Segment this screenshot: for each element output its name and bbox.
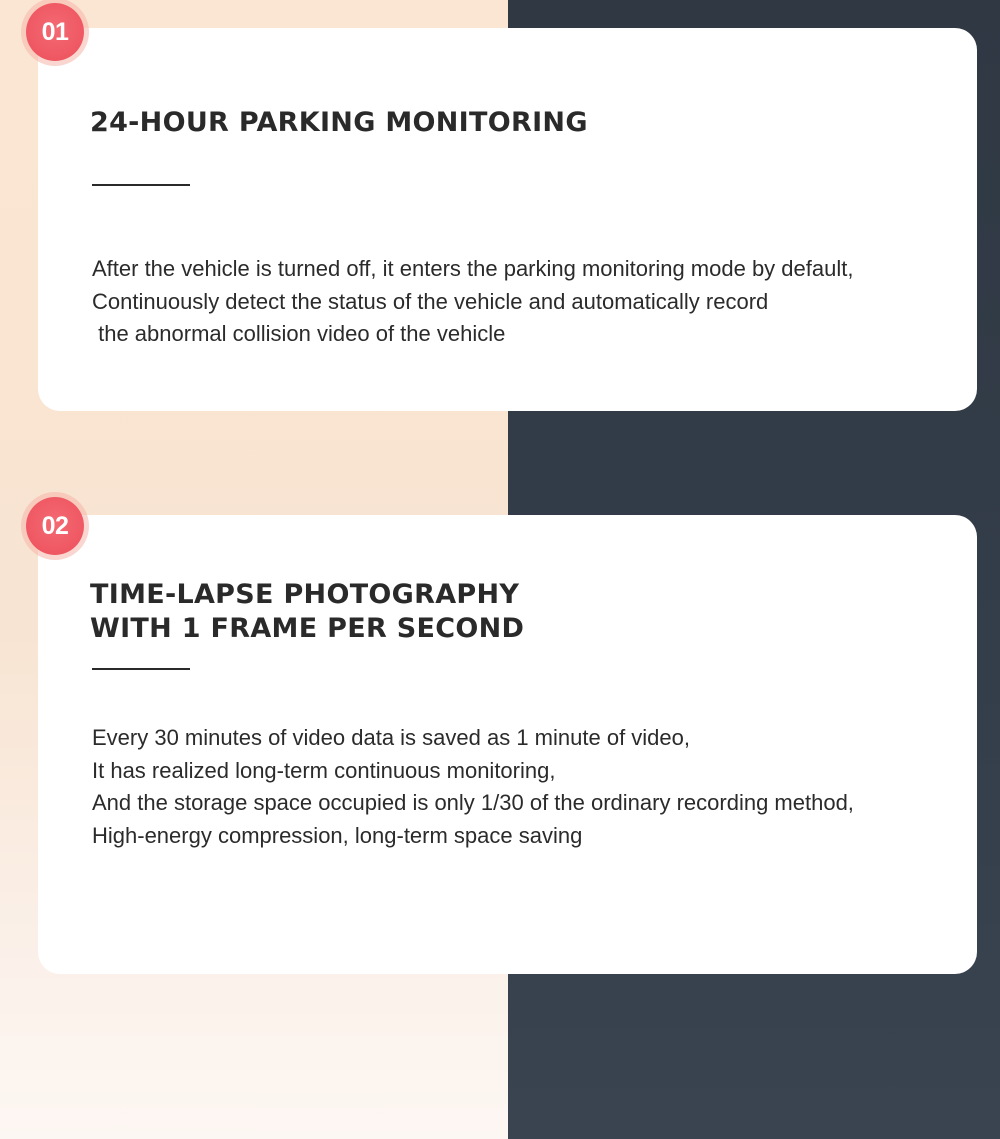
section-number-badge: 01 — [26, 3, 84, 61]
feature-title — [90, 578, 524, 646]
feature-title-line: 24-HOUR PARKING MONITORING — [90, 107, 588, 138]
feature-card-parking-monitoring — [38, 28, 977, 411]
feature-title — [90, 106, 588, 140]
feature-title-line: TIME-LAPSE PHOTOGRAPHY — [90, 579, 520, 610]
description-line: After the vehicle is turned off, it enters the parking monitoring mode by default, — [92, 256, 854, 281]
feature-title-line: WITH 1 FRAME PER SECOND — [90, 613, 525, 644]
description-line: High-energy compression, long-term space saving — [92, 822, 583, 848]
description-line: And the storage space occupied is only 1/30 of the ordinary recording method, — [92, 790, 854, 815]
feature-description — [92, 722, 854, 852]
description-line: Continuously detect the status of the vehicle and automatically record — [92, 288, 769, 314]
feature-description — [92, 253, 853, 351]
section-number-badge: 02 — [26, 497, 84, 555]
title-divider — [92, 668, 190, 670]
title-divider — [92, 184, 190, 186]
description-line: Every 30 minutes of video data is saved as 1 minute of video, — [92, 725, 690, 750]
description-line: It has realized long-term continuous monitoring, — [92, 757, 556, 783]
description-line: the abnormal collision video of the vehicle — [92, 321, 506, 346]
feature-card-time-lapse — [38, 515, 977, 974]
